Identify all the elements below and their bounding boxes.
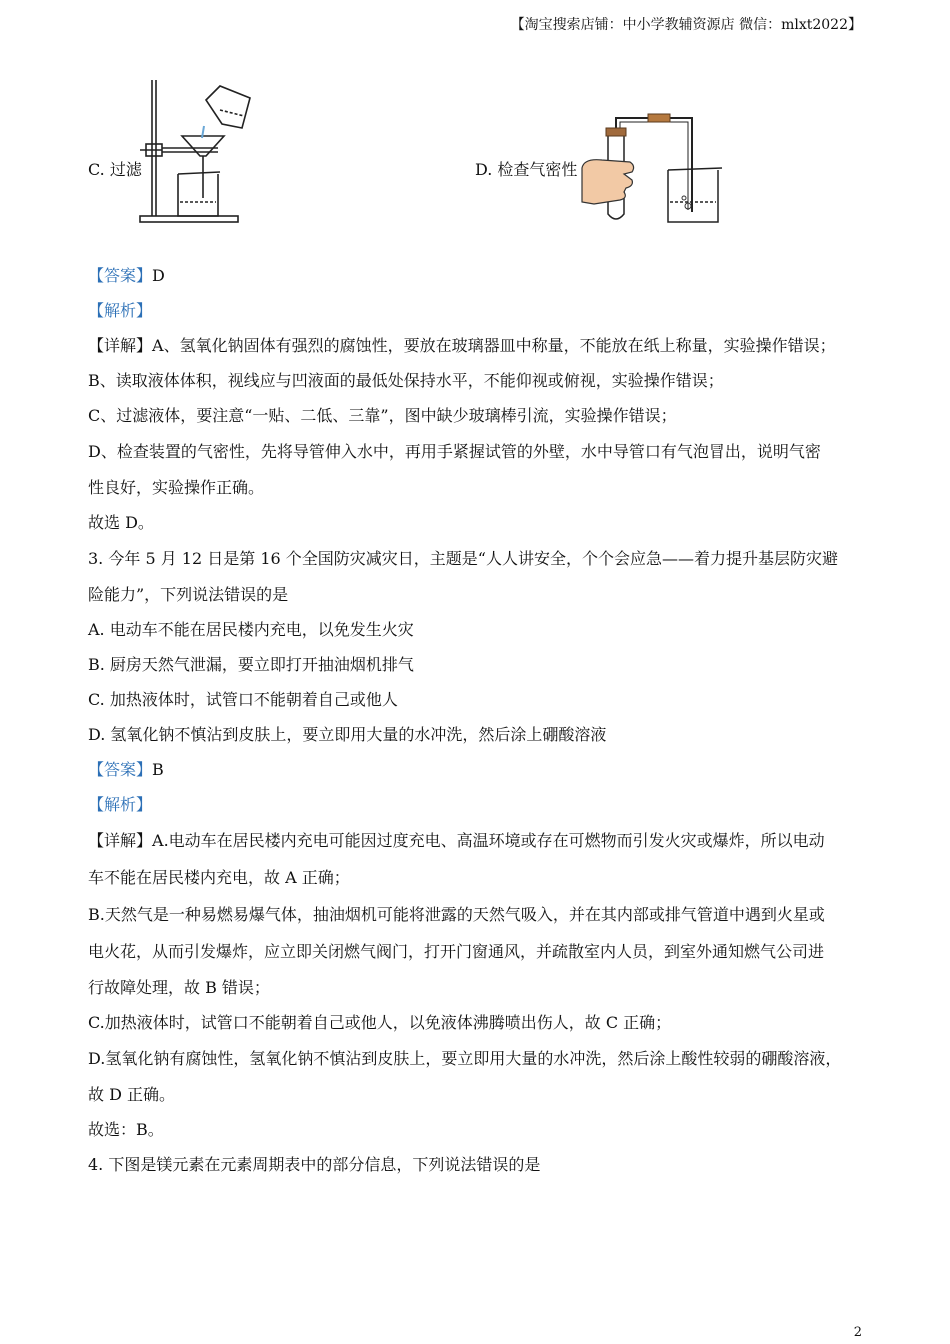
detail-tag: 【详解】 <box>88 336 153 355</box>
analysis-tag: 【解析】 <box>88 795 153 814</box>
q2-detail-line-a <box>88 328 868 363</box>
answer-value: D <box>152 266 165 285</box>
q3-detail-line-c: C.加热液体时，试管口不能朝着自己或他人，以免液体沸腾喷出伤人，故 C 正确； <box>88 1013 672 1032</box>
q3-option-c: C. 加热液体时，试管口不能朝着自己或他人 <box>88 690 398 709</box>
option-d-label: D. 检查气密性 <box>475 160 578 179</box>
q3-analysis-line <box>88 787 868 822</box>
q3-detail-text: A.电动车在居民楼内充电可能因过度充电、高温环境或存在可燃物而引发火灾或爆炸，所以电动 <box>152 831 825 850</box>
q3-detail-line-a1 <box>88 822 868 859</box>
q2-detail-line-d2: 性良好，实验操作正确。 <box>88 478 265 497</box>
q3-detail-line-d2: 故 D 正确。 <box>88 1085 176 1104</box>
answer-tag: 【答案】 <box>88 760 153 779</box>
page-header: 【淘宝搜索店铺：中小学教辅资源店 微信：mlxt2022】 <box>510 17 862 33</box>
q2-analysis-line <box>88 293 868 328</box>
q4-stem: 4. 下图是镁元素在元素周期表中的部分信息，下列说法错误的是 <box>88 1155 541 1174</box>
page-number: 2 <box>853 1325 862 1340</box>
q3-answer-line <box>88 752 868 787</box>
q3-conclusion: 故选：B。 <box>88 1120 164 1139</box>
option-c-label: C. 过滤 <box>88 160 142 179</box>
filtration-apparatus-figure <box>138 76 260 224</box>
airtightness-check-figure <box>580 110 725 226</box>
q2-answer-line <box>88 258 868 293</box>
q2-detail-line-b: B、读取液体体积，视线应与凹液面的最低处保持水平，不能仰视或俯视，实验操作错误； <box>88 371 724 390</box>
q3-option-d: D. 氢氧化钠不慎沾到皮肤上，要立即用大量的水冲洗，然后涂上硼酸溶液 <box>88 725 607 744</box>
answer-tag: 【答案】 <box>88 266 153 285</box>
q3-stem-line-2: 险能力”，下列说法错误的是 <box>88 585 289 604</box>
answer-value: B <box>152 760 164 779</box>
q2-detail-text: A、氢氧化钠固体有强烈的腐蚀性，要放在玻璃器皿中称量，不能放在纸上称量，实验操作错误； <box>152 336 836 355</box>
solution-content <box>88 258 868 1182</box>
q2-detail-line-d1: D、检查装置的气密性，先将导管伸入水中，再用手紧握试管的外壁，水中导管口有气泡冒出，说明气密 <box>88 442 821 461</box>
q2-detail-line-c: C、过滤液体，要注意“一贴、二低、三靠”，图中缺少玻璃棒引流，实验操作错误； <box>88 406 677 425</box>
q2-conclusion: 故选 D。 <box>88 513 154 532</box>
q3-detail-line-b2: 电火花，从而引发爆炸，应立即关闭燃气阀门，打开门窗通风，并疏散室内人员，到室外通知燃气公司进 <box>88 942 825 961</box>
analysis-tag: 【解析】 <box>88 301 153 320</box>
q3-detail-line-b1: B.天然气是一种易燃易爆气体，抽油烟机可能将泄露的天然气吸入，并在其内部或排气管道中遇到火星或 <box>88 905 825 924</box>
q3-stem-line-1: 3. 今年 5 月 12 日是第 16 个全国防灾减灾日，主题是“人人讲安全，个个会应急——着力提升基层防灾避 <box>88 549 838 568</box>
q3-detail-line-d1: D.氢氧化钠有腐蚀性，氢氧化钠不慎沾到皮肤上，要立即用大量的水冲洗，然后涂上酸性较弱的硼酸溶液， <box>88 1049 842 1068</box>
q3-detail-line-b3: 行故障处理，故 B 错误； <box>88 978 270 997</box>
q3-option-a: A. 电动车不能在居民楼内充电，以免发生火灾 <box>88 620 414 639</box>
detail-tag: 【详解】 <box>88 831 153 850</box>
q3-option-b: B. 厨房天然气泄漏，要立即打开抽油烟机排气 <box>88 655 414 674</box>
q3-detail-line-a2: 车不能在居民楼内充电，故 A 正确； <box>88 868 350 887</box>
